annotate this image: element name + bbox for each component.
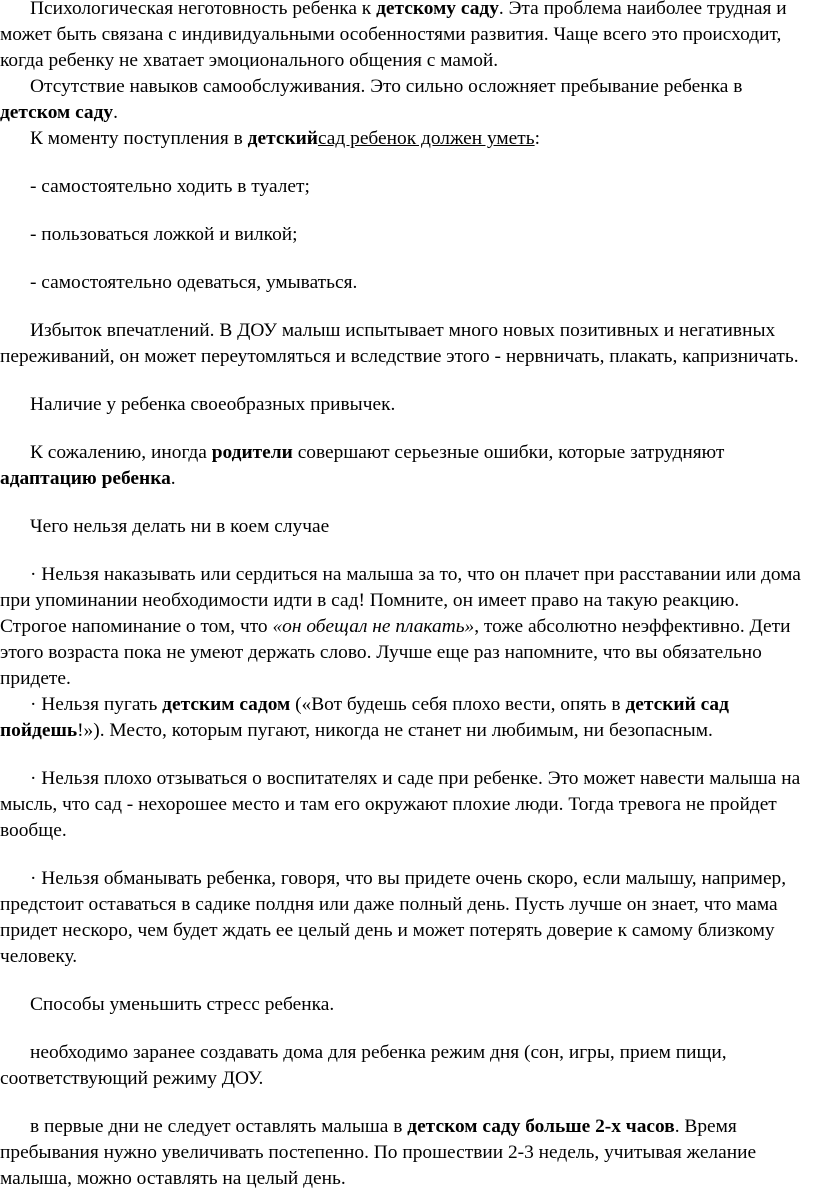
bold-text: детским садом [162, 694, 291, 715]
bold-text: адаптацию ребенка [0, 468, 171, 489]
text-run: Наличие у ребенка своеобразных привычек. [30, 394, 396, 415]
paragraph-7 [0, 318, 802, 370]
text-run: · Нельзя обманывать ребенка, говоря, что вы придете очень скоро, если малышу, например, предстоит оставаться в садике полдня или даже полный день. Пусть лучше он знает, что мама придет нескоро, чем будет ждать ее целый день и может потерять доверие к самому близкому человеку. [0, 868, 787, 967]
text-run: . Эта проблема наиболее трудная и может быть связана с индивидуальными особенностями развития. Чаще всего это происходит, когда ребенку не хватает эмоционального общения с мамой. [0, 0, 787, 71]
bold-text: детском саду [0, 102, 114, 123]
text-run: · Нельзя наказывать или сердиться на малыша за то, что он плачет при расставании или дома при упоминании необходимости идти в сад! Помните, он имеет право на такую реакцию. Строгое напоминание о том, что [0, 564, 801, 637]
list-item [0, 270, 802, 296]
bold-text: детскому саду [376, 0, 499, 19]
text-run: : [534, 128, 540, 149]
paragraph-8 [0, 392, 802, 418]
rule-item [0, 562, 802, 692]
list-item [0, 222, 802, 248]
text-run: Избыток впечатлений. В ДОУ малыш испытывает много новых позитивных и негативных переживаний, он может переутомляться и вследствие этого - нервничать, плакать, капризничать. [0, 320, 799, 367]
text-run: К моменту поступления в [30, 128, 248, 149]
text-run: - пользоваться ложкой и вилкой; [30, 224, 298, 245]
text-run: · Нельзя плохо отзываться о воспитателях и саде при ребенке. Это может навести малыша на мысль, что сад - нехорошее место и там его окружают плохие люди. Тогда тревога не пройдет вообще. [0, 768, 801, 841]
underlined-text: сад ребенок должен уметь [317, 128, 535, 149]
text-run: совершают серьезные ошибки, которые затрудняют [292, 442, 725, 463]
text-run: («Вот будешь себя плохо вести, опять в [290, 694, 626, 715]
bold-text: родители [211, 442, 293, 463]
bold-text: детский [247, 128, 318, 149]
text-run: - самостоятельно ходить в туалет; [30, 176, 310, 197]
rule-item [0, 766, 802, 844]
text-run: . Время пребывания нужно увеличивать постепенно. По прошествии 2-3 недель, учитывая желание малыша, можно оставлять на целый день. [0, 1116, 757, 1189]
rule-item [0, 692, 802, 744]
text-run: Способы уменьшить стресс ребенка. [30, 994, 335, 1015]
tip-item [0, 1040, 802, 1092]
paragraph-2 [0, 74, 802, 126]
paragraph-1 [0, 0, 802, 74]
text-run: . [170, 468, 176, 489]
text-run: Психологическая неготовность ребенка к [30, 0, 377, 19]
text-run: Чего нельзя делать ни в коем случае [30, 516, 330, 537]
text-run: - самостоятельно одеваться, умываться. [30, 272, 358, 293]
text-run: . [113, 102, 118, 123]
text-run: , тоже абсолютно неэффективно. Дети этого возраста пока не умеют держать слово. Лучше еще раз напомните, что вы обязательно придете. [0, 616, 791, 689]
list-item [0, 174, 802, 200]
text-run: в первые дни не следует оставлять малыша в [30, 1116, 408, 1137]
text-run: · Нельзя пугать [30, 694, 163, 715]
text-run: !»). Место, которым пугают, никогда не станет ни любимым, ни безопасным. [77, 720, 713, 741]
rule-item [0, 866, 802, 970]
text-run: Отсутствие навыков самообслуживания. Это сильно осложняет пребывание ребенка в [30, 76, 743, 97]
paragraph-9 [0, 440, 802, 492]
section-heading [0, 514, 802, 540]
bold-text: детском саду больше 2-х часов [407, 1116, 675, 1137]
text-run: К сожалению, иногда [30, 442, 212, 463]
italic-text: «он обещал не плакать» [272, 616, 475, 637]
bold-text: детский сад пойдешь [0, 694, 729, 741]
section-heading [0, 992, 802, 1018]
paragraph-3 [0, 126, 802, 152]
tip-item [0, 1114, 802, 1192]
text-run: необходимо заранее создавать дома для ребенка режим дня (сон, игры, прием пищи, соответствующий режиму ДОУ. [0, 1042, 727, 1089]
